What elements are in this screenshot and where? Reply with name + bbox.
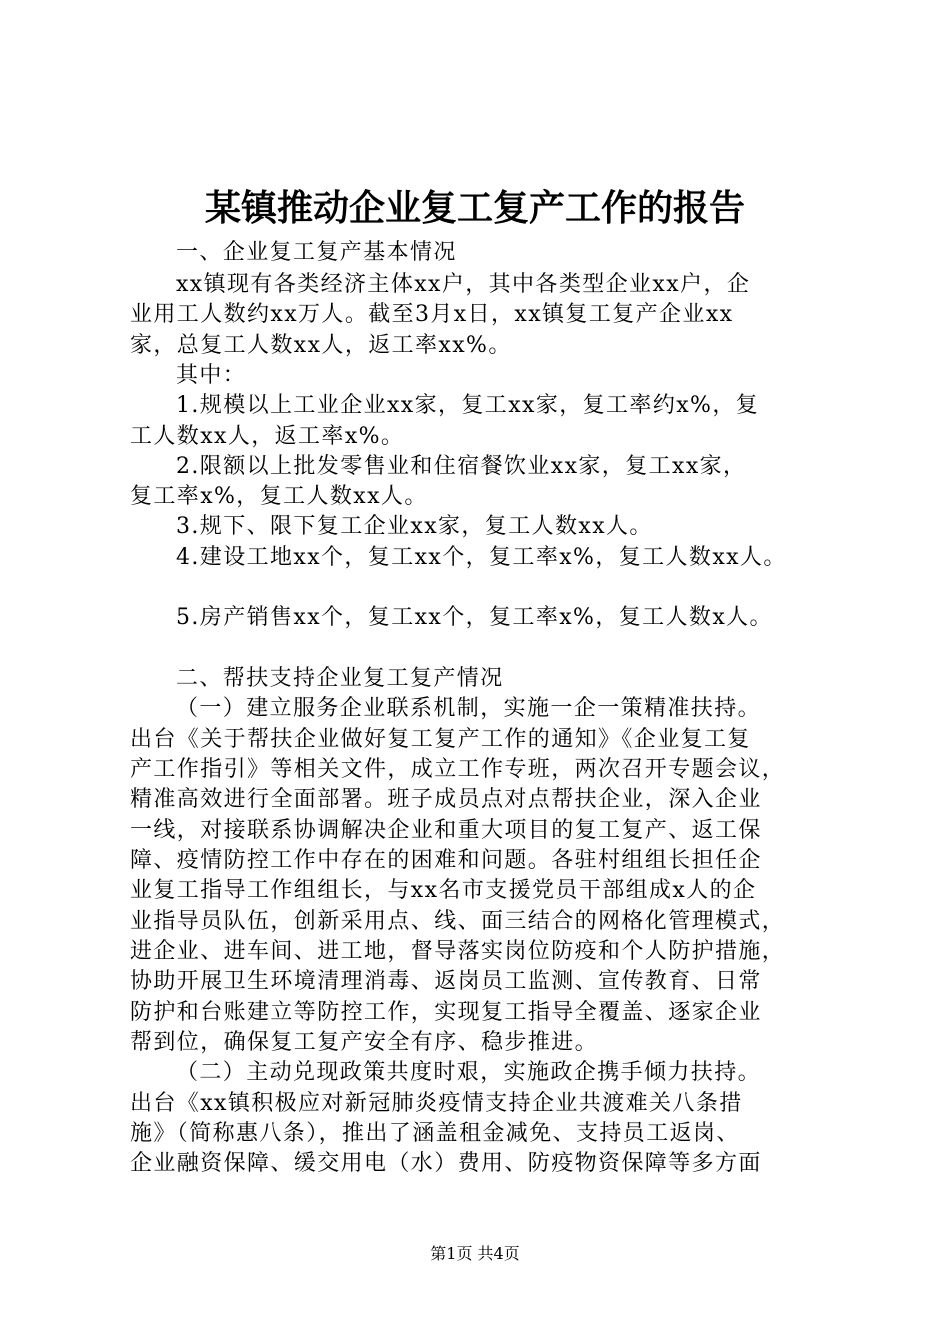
paragraph-line: 2.限额以上批发零售业和住宿餐饮业xx家，复工xx家， (176, 454, 747, 479)
paragraph-line: 业用工人数约xx万人。截至3月x日，xx镇复工复产企业xx (130, 302, 734, 327)
paragraph-line: （二）主动兑现政策共度时艰，实施政企携手倾力扶持。 (176, 1060, 762, 1085)
paragraph-line: 5.房产销售xx个，复工xx个，复工率x%，复工人数x人。 (176, 605, 773, 630)
paragraph-line: 协助开展卫生环境清理消毒、返岗员工监测、宣传教育、日常 (130, 969, 762, 994)
paragraph-line: 防护和台账建立等防控工作，实现复工指导全覆盖、逐家企业 (130, 1000, 762, 1025)
document-title: 某镇推动企业复工复产工作的报告 (204, 187, 745, 229)
paragraph-line: 4.建设工地xx个，复工xx个，复工率x%，复工人数xx人。 (176, 545, 787, 570)
paragraph-line: 其中： (176, 363, 247, 388)
paragraph-line: 出台《关于帮扶企业做好复工复产工作的通知》《企业复工复 (130, 727, 751, 752)
paragraph-line: 3.规下、限下复工企业xx家，复工人数xx人。 (176, 514, 653, 539)
paragraph-line: 出台《xx镇积极应对新冠肺炎疫情支持企业共渡难关八条措 (130, 1091, 743, 1116)
paragraph-line: 施》（简称惠八条），推出了涵盖租金减免、支持员工返岗、 (130, 1121, 740, 1146)
paragraph-line: （一）建立服务企业联系机制，实施一企一策精准扶持。 (176, 696, 762, 721)
paragraph-line: 企业融资保障、缓交用电（水）费用、防疫物资保障等多方面 (130, 1151, 762, 1176)
page-footer: 第1页 共4页 (430, 1244, 520, 1263)
paragraph-line: 进企业、进车间、进工地，督导落实岗位防疫和个人防护措施， (130, 939, 786, 964)
section-heading-1: 一、企业复工复产基本情况 (176, 240, 457, 265)
paragraph-line: 一线，对接联系协调解决企业和重大项目的复工复产、返工保 (130, 818, 762, 843)
paragraph-line: 业复工指导工作组组长，与xx名市支援党员干部组成x人的企 (130, 878, 757, 903)
paragraph-line: 产工作指引》等相关文件，成立工作专班，两次召开专题会议， (130, 757, 786, 782)
paragraph-line: 1.规模以上工业企业xx家，复工xx家，复工率约x%，复 (176, 393, 760, 418)
paragraph-line: 帮到位，确保复工复产安全有序、稳步推进。 (130, 1030, 599, 1055)
paragraph-line: xx镇现有各类经济主体xx户，其中各类型企业xx户，企 (176, 272, 751, 297)
paragraph-line: 障、疫情防控工作中存在的困难和问题。各驻村组组长担任企 (130, 848, 762, 873)
paragraph-line: 家，总复工人数xx人，返工率xx%。 (130, 333, 512, 358)
paragraph-line: 业指导员队伍，创新采用点、线、面三结合的网格化管理模式， (130, 909, 786, 934)
paragraph-line: 复工率x%，复工人数xx人。 (130, 484, 428, 509)
paragraph-line: 工人数xx人，返工率x%。 (130, 424, 405, 449)
section-heading-2: 二、帮扶支持企业复工复产情况 (176, 666, 504, 691)
paragraph-line: 精准高效进行全面部署。班子成员点对点帮扶企业，深入企业 (130, 787, 762, 812)
